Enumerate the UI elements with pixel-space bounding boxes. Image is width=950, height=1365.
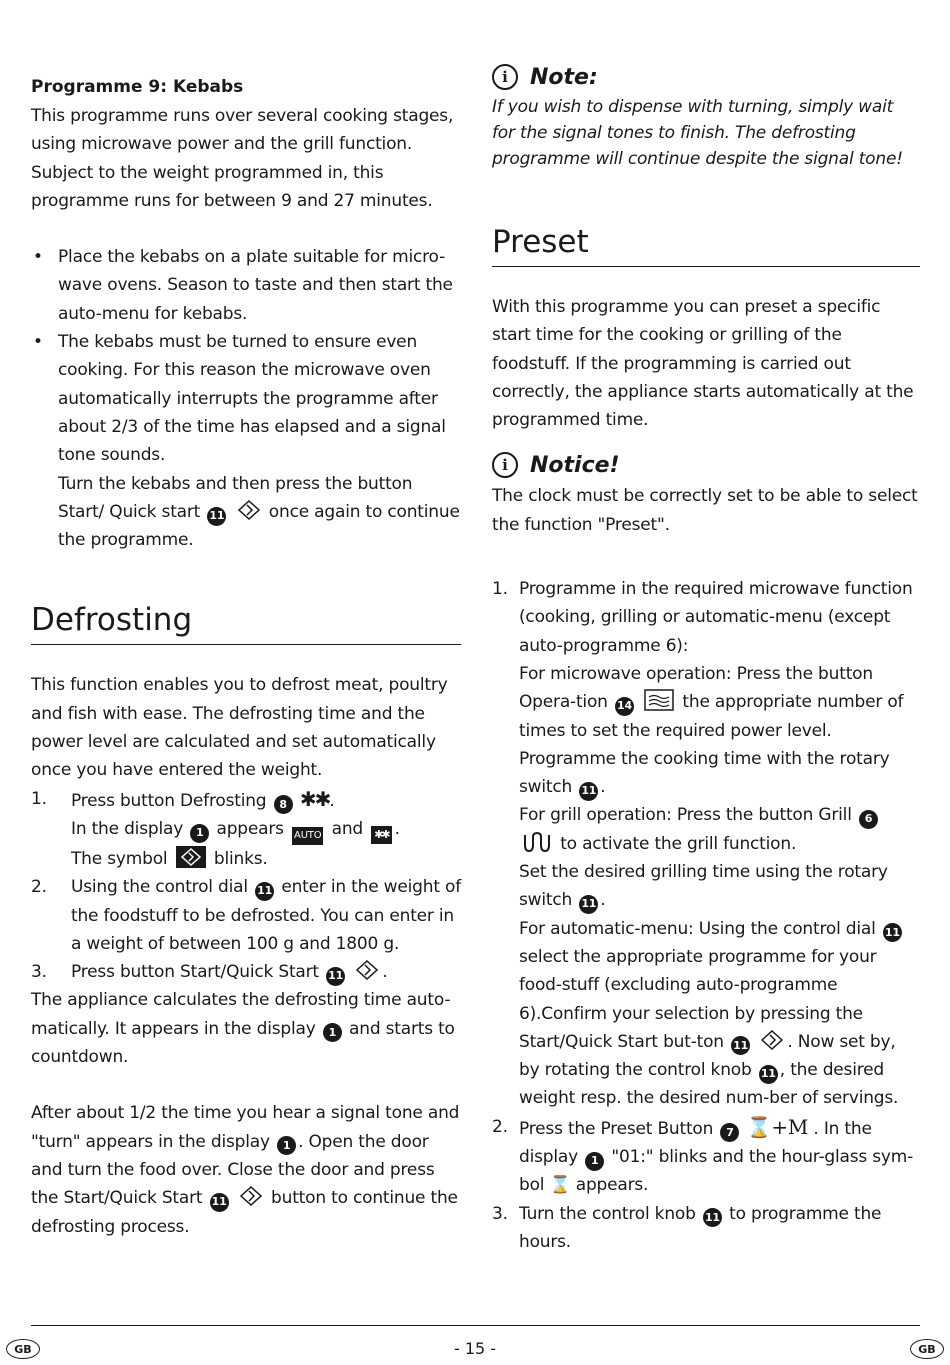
- callout-number: 11: [255, 882, 274, 901]
- callout-number: 7: [720, 1123, 739, 1142]
- step-item: [492, 575, 920, 1113]
- step-item: [31, 873, 461, 958]
- step-text: Press button Defrosting: [71, 790, 267, 811]
- step-text: enter in the weight of the foodstuff to be defrosted. You can enter in a weight of between 100 g and 1800 g.: [71, 877, 461, 954]
- programme-title: Programme 9: Kebabs: [31, 77, 244, 97]
- step-item: 1. Press button Defrosting 8 ✱✱. In the display 1 appears AUTO and ✱✱ . The symbol blinks.: [31, 785, 461, 874]
- auto-display-icon: AUTO: [292, 827, 323, 845]
- step-number: 3.: [492, 1203, 508, 1224]
- start-diamond-icon: [356, 960, 378, 980]
- step-item: 3. Press button Start/Quick Start 11 .: [31, 958, 461, 986]
- step-text: blinks.: [213, 848, 268, 869]
- grill-icon: [522, 831, 552, 853]
- step-text: "01:" blinks and the hour-glass sym-bol: [519, 1147, 914, 1196]
- step-line: [519, 801, 920, 858]
- start-diamond-icon: [238, 500, 260, 520]
- microwave-operation-icon: [644, 689, 674, 711]
- defrost-after-text: [31, 1099, 461, 1240]
- callout-number: 11: [703, 1208, 722, 1227]
- notice-header: [492, 452, 920, 478]
- bullet-text: The kebabs must be turned to ensure even cooking. For this reason the microwave oven automatically interrupts the programme after about 2/3 of the time has elapsed and a signal tone sounds.: [58, 332, 446, 466]
- language-badge-right: GB: [910, 1339, 944, 1359]
- preset-intro: With this programme you can preset a specific start time for the cooking or grilling of the foodstuff. If the programming is carried out correctly, the appliance starts automatically at the programmed time.: [492, 297, 914, 431]
- defrost-calc-text: [31, 986, 461, 1071]
- callout-number: 11: [326, 967, 345, 986]
- para-text: After about 1/2 the time you hear a signal tone and "turn" appears in the display: [31, 1103, 460, 1152]
- callout-number: 11: [883, 923, 902, 942]
- step-text: to programme the hours.: [519, 1203, 882, 1252]
- step-text: , the desired weight resp. the desired num-ber of servings.: [519, 1060, 899, 1109]
- callout-number: 14: [615, 697, 634, 716]
- step-text: For microwave operation: Press the button Opera-tion: [519, 663, 873, 713]
- step-text: The symbol: [71, 848, 168, 869]
- bullet-text: once again to continue the programme.: [58, 501, 460, 551]
- step-text: For automatic-menu: Using the control dial: [519, 918, 876, 939]
- bullet-continuation: [58, 470, 461, 555]
- defrosting-heading: Defrosting: [31, 600, 461, 645]
- step-line: In the display 1 appears AUTO and ✱✱ .: [71, 815, 461, 845]
- start-symbol-display-icon: [176, 846, 206, 868]
- step-text: Press button Start/Quick Start: [71, 962, 319, 983]
- info-icon: i: [492, 64, 518, 90]
- hourglass-icon: ⌛: [549, 1175, 571, 1196]
- bullet-text: Place the kebabs on a plate suitable for micro-wave ovens. Season to taste and then start the auto-menu for kebabs.: [58, 247, 453, 324]
- step-item: [492, 1200, 920, 1257]
- callout-number: 8: [274, 795, 293, 814]
- programme-intro: This programme runs over several cooking stages, using microwave power and the grill function. Subject to the weight programmed in, this programme runs for between 9 and 27 minutes.: [31, 106, 454, 211]
- start-diamond-icon: [240, 1186, 262, 1206]
- step-line: Set the desired grilling time using the rotary switch 11 .: [519, 858, 920, 915]
- left-column: [31, 70, 461, 1241]
- start-diamond-icon: [761, 1030, 783, 1050]
- para-text: button to continue the defrosting process.: [31, 1188, 458, 1237]
- defrosting-intro: This function enables you to defrost meat, poultry and fish with ease. The defrosting time and the power level are calculated and set automatically once you have entered the weight.: [31, 675, 448, 781]
- callout-number: 1: [585, 1152, 604, 1171]
- callout-number: 1: [323, 1023, 342, 1042]
- notice-text: The clock must be correctly set to be able to select the function "Preset".: [492, 486, 918, 535]
- callout-number: 1: [190, 824, 209, 843]
- step-text: the appropriate number of times to set the required power level. Programme the cooking time with the rotary switch: [519, 692, 904, 798]
- callout-number: 11: [731, 1036, 750, 1055]
- preset-m-label: +M: [771, 1114, 809, 1139]
- footer-divider: [31, 1325, 920, 1326]
- step-number: 1.: [492, 579, 508, 600]
- step-line: For microwave operation: Press the button Opera-tion 14 the appropriate number of times to set the required power level. Programme the cooking time with the rotary switch 11 .: [519, 660, 920, 801]
- defrost-icon: ✱✱: [299, 786, 330, 811]
- para-text: and starts to countdown.: [31, 1018, 455, 1068]
- preset-heading: Preset: [492, 222, 920, 267]
- para-text: . Open the door and turn the food over. Close the door and press the Start/Quick Start: [31, 1131, 435, 1209]
- step-text: For grill operation: Press the button Grill: [519, 805, 852, 826]
- step-text: Using the control dial: [71, 877, 248, 898]
- kebab-bullets: [31, 243, 461, 554]
- callout-number: 1: [277, 1136, 296, 1155]
- step-text: appears: [216, 818, 284, 839]
- step-number: 2.: [492, 1116, 508, 1137]
- callout-number: 11: [579, 895, 598, 914]
- step-text: Turn the control knob: [519, 1203, 696, 1224]
- info-icon: i: [492, 452, 518, 478]
- step-line: [71, 845, 461, 873]
- step-text: . In the display: [519, 1118, 872, 1168]
- language-badge-left: GB: [6, 1339, 40, 1359]
- step-text: Press the Preset Button: [519, 1118, 714, 1139]
- callout-number: 11: [207, 507, 226, 526]
- step-text: Programme in the required microwave function (cooking, grilling or automatic-menu (except auto-programme 6):: [519, 579, 913, 656]
- callout-number: 11: [210, 1193, 229, 1212]
- step-text: to activate the grill function.: [560, 833, 797, 854]
- defrost-display-icon: ✱✱: [371, 826, 391, 844]
- preset-steps: [492, 575, 920, 1256]
- step-text: . Now set by, by rotating the control knob: [519, 1031, 896, 1081]
- step-number: 2.: [31, 877, 47, 898]
- step-line: [519, 915, 920, 1113]
- bullet-item: [31, 243, 461, 328]
- callout-number: 11: [759, 1065, 778, 1084]
- step-text: and: [331, 818, 363, 839]
- step-text: Set the desired grilling time using the rotary switch: [519, 862, 888, 911]
- right-column: [492, 64, 920, 1256]
- step-number: 3.: [31, 962, 47, 983]
- note-text: If you wish to dispense with turning, simply wait for the signal tones to finish. The defrosting programme will continue despite the signal tone!: [492, 97, 903, 169]
- notice-title: Notice!: [530, 452, 620, 478]
- step-text: select the appropriate programme for your food-stuff (excluding auto-programme 6).Confirm your selection by pressing the Start/Quick Start but-ton: [519, 946, 877, 1052]
- callout-number: 11: [579, 782, 598, 801]
- note-title: Note:: [530, 64, 598, 90]
- step-text: appears.: [575, 1175, 649, 1196]
- callout-number: 6: [859, 810, 878, 829]
- page-number: - 15 -: [453, 1339, 497, 1358]
- para-text: The appliance calculates the defrosting time auto-matically. It appears in the display: [31, 990, 451, 1039]
- step-number: 1.: [31, 788, 47, 809]
- hourglass-m-icon: ⌛+M: [746, 1114, 809, 1139]
- bullet-text: Turn the kebabs and then press the button Start/ Quick start: [58, 473, 413, 522]
- defrosting-steps: [31, 785, 461, 987]
- step-text: In the display: [71, 818, 184, 839]
- bullet-item: [31, 328, 461, 554]
- note-header: [492, 64, 920, 90]
- step-item: [492, 1113, 920, 1200]
